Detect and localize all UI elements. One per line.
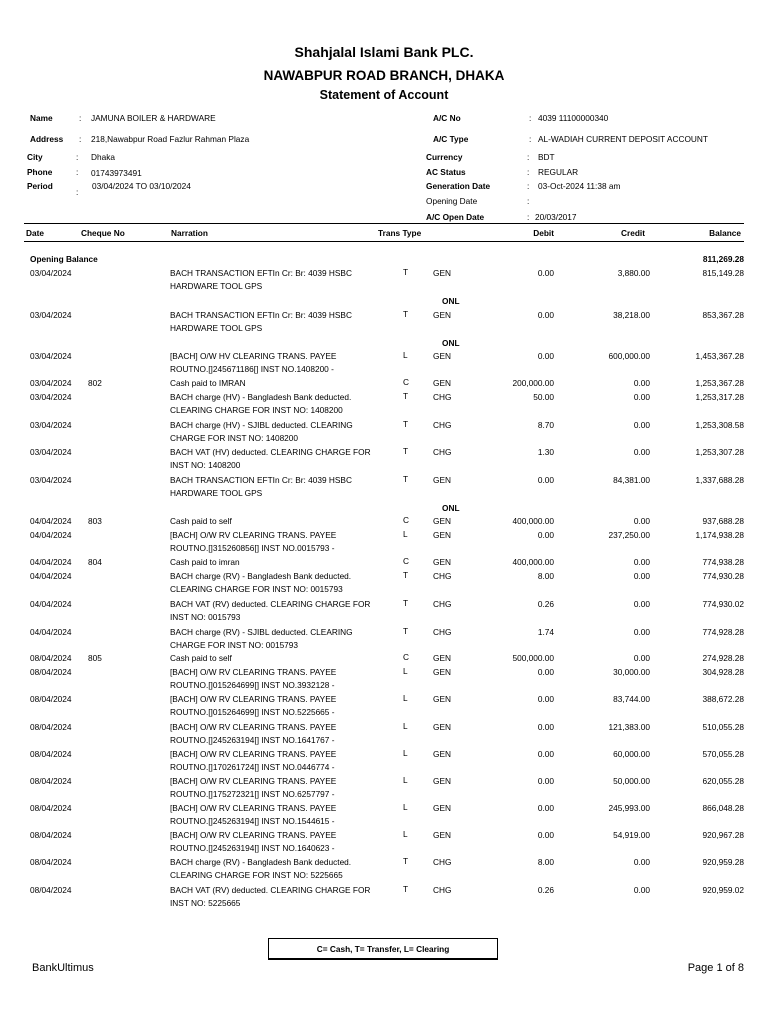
opening-date-label: Opening Date <box>426 196 478 206</box>
tx-type: L <box>403 529 408 539</box>
tx-balance: 774,938.28 <box>702 557 744 567</box>
tx-type: C <box>403 515 409 525</box>
tx-cheque: 802 <box>88 378 102 388</box>
tx-date: 08/04/2024 <box>30 776 72 786</box>
tx-debit: 0.00 <box>537 749 554 759</box>
tx-code: GEN <box>433 653 451 663</box>
tx-cheque: 803 <box>88 516 102 526</box>
currency-sep: : <box>527 152 530 162</box>
tx-type: T <box>403 446 409 456</box>
tx-credit: 0.00 <box>633 516 650 526</box>
col-trans-type: Trans Type <box>378 228 422 238</box>
tx-debit: 0.00 <box>537 667 554 677</box>
tx-balance: 866,048.28 <box>702 803 744 813</box>
tx-balance: 1,253,307.28 <box>695 447 744 457</box>
tx-credit: 0.00 <box>633 392 650 402</box>
name-sep: : <box>79 113 82 123</box>
tx-balance: 1,253,367.28 <box>695 378 744 388</box>
phone-sep: : <box>76 167 79 177</box>
tx-code: CHG <box>433 627 452 637</box>
tx-type: L <box>403 829 408 839</box>
tx-credit: 84,381.00 <box>613 475 650 485</box>
col-credit: Credit <box>621 228 645 238</box>
tx-credit: 121,383.00 <box>608 722 650 732</box>
tx-channel: ONL <box>442 338 460 348</box>
tx-narration-1: [BACH] O/W HV CLEARING TRANS. PAYEE <box>170 351 337 361</box>
tx-code: CHG <box>433 857 452 867</box>
tx-code: GEN <box>433 516 451 526</box>
tx-credit: 38,218.00 <box>613 310 650 320</box>
tx-narration-2: ROUTNO.[]245263194[] INST NO.1641767 - <box>170 735 335 745</box>
tx-narration-1: [BACH] O/W RV CLEARING TRANS. PAYEE <box>170 776 337 786</box>
tx-debit: 8.00 <box>537 571 554 581</box>
city-value: Dhaka <box>91 152 115 162</box>
tx-code: CHG <box>433 599 452 609</box>
opening-date-sep: : <box>527 196 530 206</box>
tx-balance: 774,930.28 <box>702 571 744 581</box>
gen-date-sep: : <box>527 181 530 191</box>
tx-credit: 54,919.00 <box>613 830 650 840</box>
tx-narration-1: BACH TRANSACTION EFTIn Cr: Br: 4039 HSBC <box>170 475 352 485</box>
tx-narration-2: CHARGE FOR INST NO: 0015793 <box>170 640 299 650</box>
tx-code: GEN <box>433 776 451 786</box>
tx-type: T <box>403 309 409 319</box>
tx-credit: 0.00 <box>633 420 650 430</box>
tx-code: CHG <box>433 571 452 581</box>
tx-debit: 500,000.00 <box>512 653 554 663</box>
tx-date: 04/04/2024 <box>30 599 72 609</box>
tx-narration-1: BACH charge (HV) - SJIBL deducted. CLEARING <box>170 420 353 430</box>
tx-credit: 83,744.00 <box>613 694 650 704</box>
tx-type: T <box>403 856 409 866</box>
phone-label: Phone <box>27 167 53 177</box>
status-sep: : <box>527 167 530 177</box>
tx-type: T <box>403 884 409 894</box>
branch-name: NAWABPUR ROAD BRANCH, DHAKA <box>263 68 505 83</box>
tx-balance: 510,055.28 <box>702 722 744 732</box>
tx-code: GEN <box>433 722 451 732</box>
tx-balance: 1,253,317.28 <box>695 392 744 402</box>
tx-narration-2: ROUTNO.[]245671186[] INST NO.1408200 - <box>170 364 334 374</box>
tx-credit: 0.00 <box>633 557 650 567</box>
tx-narration-2: ROUTNO.[]315260856[] INST NO.0015793 - <box>170 543 335 553</box>
tx-credit: 245,993.00 <box>608 803 650 813</box>
acno-value: 4039 11100000340 <box>538 113 609 123</box>
tx-code: CHG <box>433 447 452 457</box>
actype-sep: : <box>529 134 532 144</box>
tx-narration-2: CHARGE FOR INST NO: 1408200 <box>170 433 299 443</box>
tx-credit: 0.00 <box>633 857 650 867</box>
actype-value: AL-WADIAH CURRENT DEPOSIT ACCOUNT <box>538 134 708 144</box>
tx-date: 03/04/2024 <box>30 447 72 457</box>
tx-debit: 0.00 <box>537 803 554 813</box>
tx-narration-2: INST NO: 1408200 <box>170 460 241 470</box>
tx-narration-1: BACH TRANSACTION EFTIn Cr: Br: 4039 HSBC <box>170 310 352 320</box>
tx-type: L <box>403 666 408 676</box>
gen-date-label: Generation Date <box>426 181 491 191</box>
tx-credit: 0.00 <box>633 599 650 609</box>
period-value: 03/04/2024 TO 03/10/2024 <box>92 181 191 191</box>
tx-code: GEN <box>433 530 451 540</box>
tx-debit: 8.70 <box>537 420 554 430</box>
tx-date: 04/04/2024 <box>30 571 72 581</box>
tx-credit: 0.00 <box>633 378 650 388</box>
col-narration: Narration <box>171 228 208 238</box>
tx-type: L <box>403 721 408 731</box>
tx-balance: 853,367.28 <box>702 310 744 320</box>
tx-credit: 30,000.00 <box>613 667 650 677</box>
col-debit: Debit <box>533 228 554 238</box>
tx-channel: ONL <box>442 503 460 513</box>
tx-narration-2: ROUTNO.[]175272321[] INST NO.6257797 - <box>170 789 335 799</box>
tx-code: GEN <box>433 749 451 759</box>
tx-narration-1: BACH charge (RV) - Bangladesh Bank deducted. <box>170 857 352 867</box>
tx-narration-1: BACH charge (HV) - Bangladesh Bank deducted. <box>170 392 352 402</box>
acno-label: A/C No <box>433 113 461 123</box>
tx-type: T <box>403 267 409 277</box>
tx-narration-1: BACH VAT (RV) deducted. CLEARING CHARGE FOR <box>170 885 371 895</box>
tx-type: L <box>403 748 408 758</box>
tx-date: 08/04/2024 <box>30 885 72 895</box>
tx-narration-2: INST NO: 0015793 <box>170 612 241 622</box>
tx-balance: 388,672.28 <box>702 694 744 704</box>
city-sep: : <box>76 152 79 162</box>
tx-debit: 0.00 <box>537 722 554 732</box>
tx-debit: 0.00 <box>537 268 554 278</box>
tx-balance: 920,959.02 <box>702 885 744 895</box>
page-number: Page 1 of 8 <box>687 962 744 974</box>
tx-channel: ONL <box>442 296 460 306</box>
tx-narration-2: HARDWARE TOOL GPS <box>170 281 263 291</box>
acno-sep: : <box>529 113 532 123</box>
open-date-value: 20/03/2017 <box>535 212 577 222</box>
tx-type: L <box>403 693 408 703</box>
tx-balance: 920,959.28 <box>702 857 744 867</box>
address-label: Address <box>30 134 64 144</box>
col-cheque: Cheque No <box>81 228 125 238</box>
opening-balance-value: 811,269.28 <box>702 254 744 264</box>
tx-code: GEN <box>433 830 451 840</box>
tx-credit: 0.00 <box>633 627 650 637</box>
tx-narration-2: ROUTNO.[]245263194[] INST NO.1640623 - <box>170 843 335 853</box>
tx-date: 03/04/2024 <box>30 392 72 402</box>
tx-credit: 0.00 <box>633 447 650 457</box>
footer-app-name: BankUltimus <box>32 962 94 974</box>
tx-cheque: 804 <box>88 557 102 567</box>
address-sep: : <box>79 134 82 144</box>
tx-debit: 0.00 <box>537 310 554 320</box>
tx-date: 08/04/2024 <box>30 667 72 677</box>
legend-underline <box>268 958 498 960</box>
tx-date: 03/04/2024 <box>30 310 72 320</box>
tx-type: C <box>403 556 409 566</box>
status-label: AC Status <box>426 167 466 177</box>
tx-date: 08/04/2024 <box>30 653 72 663</box>
tx-code: GEN <box>433 694 451 704</box>
tx-debit: 400,000.00 <box>512 516 554 526</box>
tx-debit: 0.00 <box>537 694 554 704</box>
legend-box: C= Cash, T= Transfer, L= Clearing <box>268 938 498 958</box>
tx-date: 08/04/2024 <box>30 722 72 732</box>
tx-debit: 200,000.00 <box>512 378 554 388</box>
tx-debit: 1.74 <box>537 627 554 637</box>
tx-credit: 50,000.00 <box>613 776 650 786</box>
name-value: JAMUNA BOILER & HARDWARE <box>91 113 216 123</box>
tx-narration-2: ROUTNO.[]245263194[] INST NO.1544615 - <box>170 816 335 826</box>
tx-balance: 815,149.28 <box>702 268 744 278</box>
tx-narration-1: Cash paid to imran <box>170 557 240 567</box>
tx-narration-1: Cash paid to self <box>170 516 232 526</box>
tx-code: GEN <box>433 310 451 320</box>
tx-date: 03/04/2024 <box>30 351 72 361</box>
tx-type: L <box>403 775 408 785</box>
tx-date: 08/04/2024 <box>30 830 72 840</box>
tx-narration-2: ROUTNO.[]170261724[] INST NO.0446774 - <box>170 762 335 772</box>
tx-balance: 274,928.28 <box>702 653 744 663</box>
tx-narration-1: BACH VAT (RV) deducted. CLEARING CHARGE FOR <box>170 599 371 609</box>
tx-debit: 0.00 <box>537 776 554 786</box>
tx-balance: 304,928.28 <box>702 667 744 677</box>
tx-credit: 0.00 <box>633 571 650 581</box>
header-top-rule <box>24 223 744 224</box>
tx-code: CHG <box>433 392 452 402</box>
tx-balance: 1,453,367.28 <box>695 351 744 361</box>
tx-code: GEN <box>433 667 451 677</box>
tx-type: T <box>403 391 409 401</box>
tx-narration-1: [BACH] O/W RV CLEARING TRANS. PAYEE <box>170 830 337 840</box>
tx-narration-1: BACH VAT (HV) deducted. CLEARING CHARGE FOR <box>170 447 371 457</box>
tx-type: C <box>403 377 409 387</box>
bank-name: Shahjalal Islami Bank PLC. <box>294 44 474 60</box>
tx-narration-2: HARDWARE TOOL GPS <box>170 488 263 498</box>
tx-date: 04/04/2024 <box>30 627 72 637</box>
tx-cheque: 805 <box>88 653 102 663</box>
tx-narration-2: INST NO: 5225665 <box>170 898 241 908</box>
tx-type: T <box>403 598 409 608</box>
col-date: Date <box>26 228 44 238</box>
tx-narration-1: Cash paid to self <box>170 653 232 663</box>
tx-balance: 1,253,308.58 <box>695 420 744 430</box>
open-date-sep: : <box>527 212 530 222</box>
tx-narration-1: [BACH] O/W RV CLEARING TRANS. PAYEE <box>170 694 337 704</box>
tx-narration-2: ROUTNO.[]015264699[] INST NO.3932128 - <box>170 680 335 690</box>
tx-type: L <box>403 802 408 812</box>
tx-narration-1: BACH charge (RV) - SJIBL deducted. CLEARING <box>170 627 353 637</box>
phone-value: 01743973491 <box>91 168 142 178</box>
tx-narration-1: [BACH] O/W RV CLEARING TRANS. PAYEE <box>170 749 337 759</box>
period-label: Period <box>27 181 53 191</box>
tx-type: L <box>403 350 408 360</box>
tx-debit: 1.30 <box>537 447 554 457</box>
tx-narration-1: [BACH] O/W RV CLEARING TRANS. PAYEE <box>170 803 337 813</box>
tx-date: 08/04/2024 <box>30 857 72 867</box>
tx-date: 03/04/2024 <box>30 475 72 485</box>
tx-balance: 570,055.28 <box>702 749 744 759</box>
tx-date: 04/04/2024 <box>30 557 72 567</box>
period-sep: : <box>76 187 79 197</box>
tx-narration-2: CLEARING CHARGE FOR INST NO: 0015793 <box>170 584 343 594</box>
tx-narration-2: ROUTNO.[]015264699[] INST NO.5225665 - <box>170 707 335 717</box>
tx-narration-2: CLEARING CHARGE FOR INST NO: 1408200 <box>170 405 343 415</box>
tx-debit: 0.26 <box>537 599 554 609</box>
address-value: 218,Nawabpur Road Fazlur Rahman Plaza <box>91 134 250 144</box>
tx-code: GEN <box>433 351 451 361</box>
tx-narration-1: BACH charge (RV) - Bangladesh Bank deducted. <box>170 571 352 581</box>
tx-code: CHG <box>433 420 452 430</box>
tx-debit: 0.00 <box>537 351 554 361</box>
header-bottom-rule <box>24 241 744 242</box>
tx-date: 08/04/2024 <box>30 694 72 704</box>
tx-credit: 0.00 <box>633 653 650 663</box>
tx-debit: 0.00 <box>537 475 554 485</box>
statement-title: Statement of Account <box>319 88 449 102</box>
tx-code: GEN <box>433 803 451 813</box>
tx-debit: 0.26 <box>537 885 554 895</box>
tx-debit: 400,000.00 <box>512 557 554 567</box>
city-label: City <box>27 152 43 162</box>
tx-narration-1: [BACH] O/W RV CLEARING TRANS. PAYEE <box>170 530 337 540</box>
currency-label: Currency <box>426 152 463 162</box>
tx-date: 08/04/2024 <box>30 749 72 759</box>
tx-debit: 8.00 <box>537 857 554 867</box>
col-balance: Balance <box>709 228 741 238</box>
tx-credit: 237,250.00 <box>608 530 650 540</box>
tx-credit: 60,000.00 <box>613 749 650 759</box>
name-label: Name <box>30 113 53 123</box>
tx-code: GEN <box>433 557 451 567</box>
tx-narration-2: CLEARING CHARGE FOR INST NO: 5225665 <box>170 870 343 880</box>
currency-value: BDT <box>538 152 555 162</box>
opening-balance-label: Opening Balance <box>30 254 98 264</box>
tx-code: GEN <box>433 378 451 388</box>
actype-label: A/C Type <box>433 134 469 144</box>
tx-type: T <box>403 570 409 580</box>
tx-type: T <box>403 419 409 429</box>
tx-date: 03/04/2024 <box>30 268 72 278</box>
tx-balance: 1,337,688.28 <box>695 475 744 485</box>
tx-code: CHG <box>433 885 452 895</box>
tx-type: T <box>403 626 409 636</box>
gen-date-value: 03-Oct-2024 11:38 am <box>538 181 621 191</box>
tx-debit: 50.00 <box>533 392 554 402</box>
tx-credit: 600,000.00 <box>608 351 650 361</box>
tx-narration-1: Cash paid to IMRAN <box>170 378 246 388</box>
tx-credit: 0.00 <box>633 885 650 895</box>
tx-date: 04/04/2024 <box>30 530 72 540</box>
tx-type: T <box>403 474 409 484</box>
tx-narration-1: [BACH] O/W RV CLEARING TRANS. PAYEE <box>170 722 337 732</box>
tx-balance: 920,967.28 <box>702 830 744 840</box>
tx-date: 03/04/2024 <box>30 378 72 388</box>
tx-debit: 0.00 <box>537 530 554 540</box>
tx-date: 03/04/2024 <box>30 420 72 430</box>
tx-code: GEN <box>433 475 451 485</box>
tx-credit: 3,880.00 <box>617 268 650 278</box>
tx-narration-2: HARDWARE TOOL GPS <box>170 323 263 333</box>
tx-narration-1: BACH TRANSACTION EFTIn Cr: Br: 4039 HSBC <box>170 268 352 278</box>
tx-date: 04/04/2024 <box>30 516 72 526</box>
tx-code: GEN <box>433 268 451 278</box>
tx-narration-1: [BACH] O/W RV CLEARING TRANS. PAYEE <box>170 667 337 677</box>
tx-balance: 774,930.02 <box>702 599 744 609</box>
tx-balance: 774,928.28 <box>702 627 744 637</box>
status-value: REGULAR <box>538 167 579 177</box>
open-date-label: A/C Open Date <box>426 212 485 222</box>
tx-type: C <box>403 652 409 662</box>
tx-balance: 1,174,938.28 <box>695 530 744 540</box>
tx-balance: 620,055.28 <box>702 776 744 786</box>
tx-date: 08/04/2024 <box>30 803 72 813</box>
tx-debit: 0.00 <box>537 830 554 840</box>
tx-balance: 937,688.28 <box>702 516 744 526</box>
